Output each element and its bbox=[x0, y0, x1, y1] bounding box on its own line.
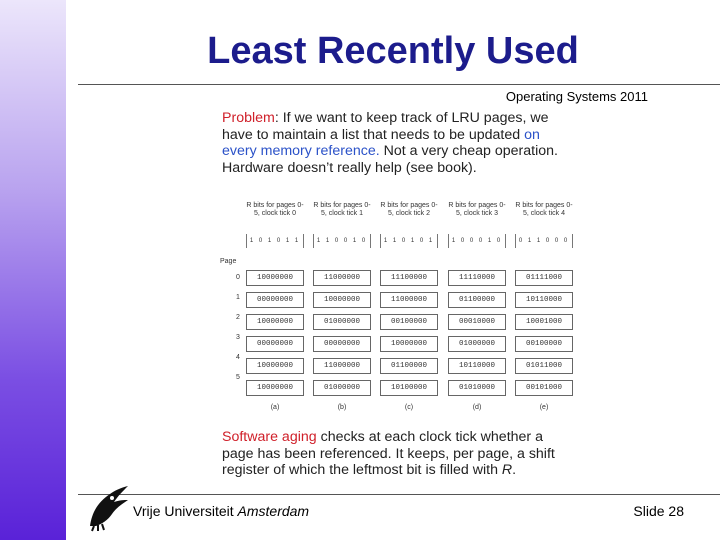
slide-title: Least Recently Used bbox=[207, 30, 579, 72]
shift-register: 00101000 bbox=[515, 380, 573, 396]
shift-register: 01111000 bbox=[515, 270, 573, 286]
problem-paragraph bbox=[222, 110, 562, 176]
footer-university bbox=[133, 503, 309, 519]
shift-register: 01100000 bbox=[380, 358, 438, 374]
page-number: 3 bbox=[236, 334, 240, 341]
column-header: R bits for pages 0-5, clock tick 1 bbox=[313, 202, 371, 217]
shift-register: 10000000 bbox=[246, 358, 304, 374]
shift-register: 10110000 bbox=[515, 292, 573, 308]
column-caption: (c) bbox=[404, 404, 414, 411]
aging-column bbox=[313, 202, 371, 411]
shift-register: 10000000 bbox=[246, 270, 304, 286]
r-bits-row: 0 1 1 0 0 0 bbox=[515, 234, 573, 248]
shift-register: 11000000 bbox=[313, 270, 371, 286]
shift-register: 00000000 bbox=[313, 336, 371, 352]
column-header: R bits for pages 0-5, clock tick 3 bbox=[448, 202, 506, 217]
aging-column bbox=[246, 202, 304, 411]
footer-university-plain: Vrije Universiteit bbox=[133, 503, 238, 519]
aging-column bbox=[380, 202, 438, 411]
shift-register: 01100000 bbox=[448, 292, 506, 308]
problem-text-a: : If we want to keep track of LRU pages, we have to maintain a list that needs to be updated bbox=[222, 110, 549, 143]
page-number: 5 bbox=[236, 374, 240, 381]
page-axis-label: Page bbox=[220, 258, 237, 265]
shift-register: 10000000 bbox=[246, 314, 304, 330]
page-number: 0 bbox=[236, 274, 240, 281]
r-bits-row: 1 1 0 1 0 1 bbox=[380, 234, 438, 248]
page-number: 2 bbox=[236, 314, 240, 321]
aging-text: checks at each clock tick whether a page has been referenced. It keeps, per page, a shift register of which the leftmost bit is filled with bbox=[222, 429, 555, 478]
column-header: R bits for pages 0-5, clock tick 2 bbox=[380, 202, 438, 217]
page-number: 4 bbox=[236, 354, 240, 361]
shift-register: 10000000 bbox=[380, 336, 438, 352]
shift-register: 01010000 bbox=[448, 380, 506, 396]
column-caption: (d) bbox=[472, 404, 482, 411]
shift-register: 00100000 bbox=[380, 314, 438, 330]
shift-register: 01000000 bbox=[313, 380, 371, 396]
aging-figure bbox=[220, 202, 573, 411]
shift-register: 10000000 bbox=[313, 292, 371, 308]
shift-register: 11100000 bbox=[380, 270, 438, 286]
column-header: R bits for pages 0-5, clock tick 4 bbox=[515, 202, 573, 217]
aging-column bbox=[515, 202, 573, 411]
shift-register: 11000000 bbox=[313, 358, 371, 374]
column-caption: (e) bbox=[539, 404, 549, 411]
side-gradient-band bbox=[0, 0, 66, 540]
problem-emphasis: on every memory reference. bbox=[222, 126, 540, 159]
shift-register: 11000000 bbox=[380, 292, 438, 308]
university-griffin-logo-icon bbox=[84, 482, 130, 532]
shift-register: 10100000 bbox=[380, 380, 438, 396]
shift-register: 10001000 bbox=[515, 314, 573, 330]
aging-column bbox=[448, 202, 506, 411]
slide-number: Slide 28 bbox=[633, 503, 684, 519]
shift-register: 10000000 bbox=[246, 380, 304, 396]
r-bits-row: 1 0 1 0 1 1 bbox=[246, 234, 304, 248]
column-header: R bits for pages 0-5, clock tick 0 bbox=[246, 202, 304, 217]
r-bits-row: 1 0 0 0 1 0 bbox=[448, 234, 506, 248]
aging-label: Software aging bbox=[222, 429, 317, 445]
aging-var: R bbox=[501, 462, 513, 478]
footer-divider bbox=[78, 494, 720, 495]
shift-register: 00010000 bbox=[448, 314, 506, 330]
shift-register: 11110000 bbox=[448, 270, 506, 286]
shift-register: 00000000 bbox=[246, 336, 304, 352]
shift-register: 01000000 bbox=[313, 314, 371, 330]
aging-end: . bbox=[512, 462, 517, 478]
footer-university-city: Amsterdam bbox=[237, 503, 310, 519]
shift-register: 01000000 bbox=[448, 336, 506, 352]
column-caption: (a) bbox=[270, 404, 280, 411]
aging-paragraph bbox=[222, 429, 562, 479]
header-divider bbox=[78, 84, 720, 85]
column-caption: (b) bbox=[337, 404, 347, 411]
shift-register: 00000000 bbox=[246, 292, 304, 308]
shift-register: 01011000 bbox=[515, 358, 573, 374]
problem-label: Problem bbox=[222, 110, 275, 126]
course-label: Operating Systems 2011 bbox=[505, 89, 648, 104]
r-bits-row: 1 1 0 0 1 0 bbox=[313, 234, 371, 248]
shift-register: 00100000 bbox=[515, 336, 573, 352]
page-number: 1 bbox=[236, 294, 240, 301]
problem-text-b: Not a very cheap operation. Hardware doesn’t really help (see book). bbox=[222, 143, 558, 176]
shift-register: 10110000 bbox=[448, 358, 506, 374]
